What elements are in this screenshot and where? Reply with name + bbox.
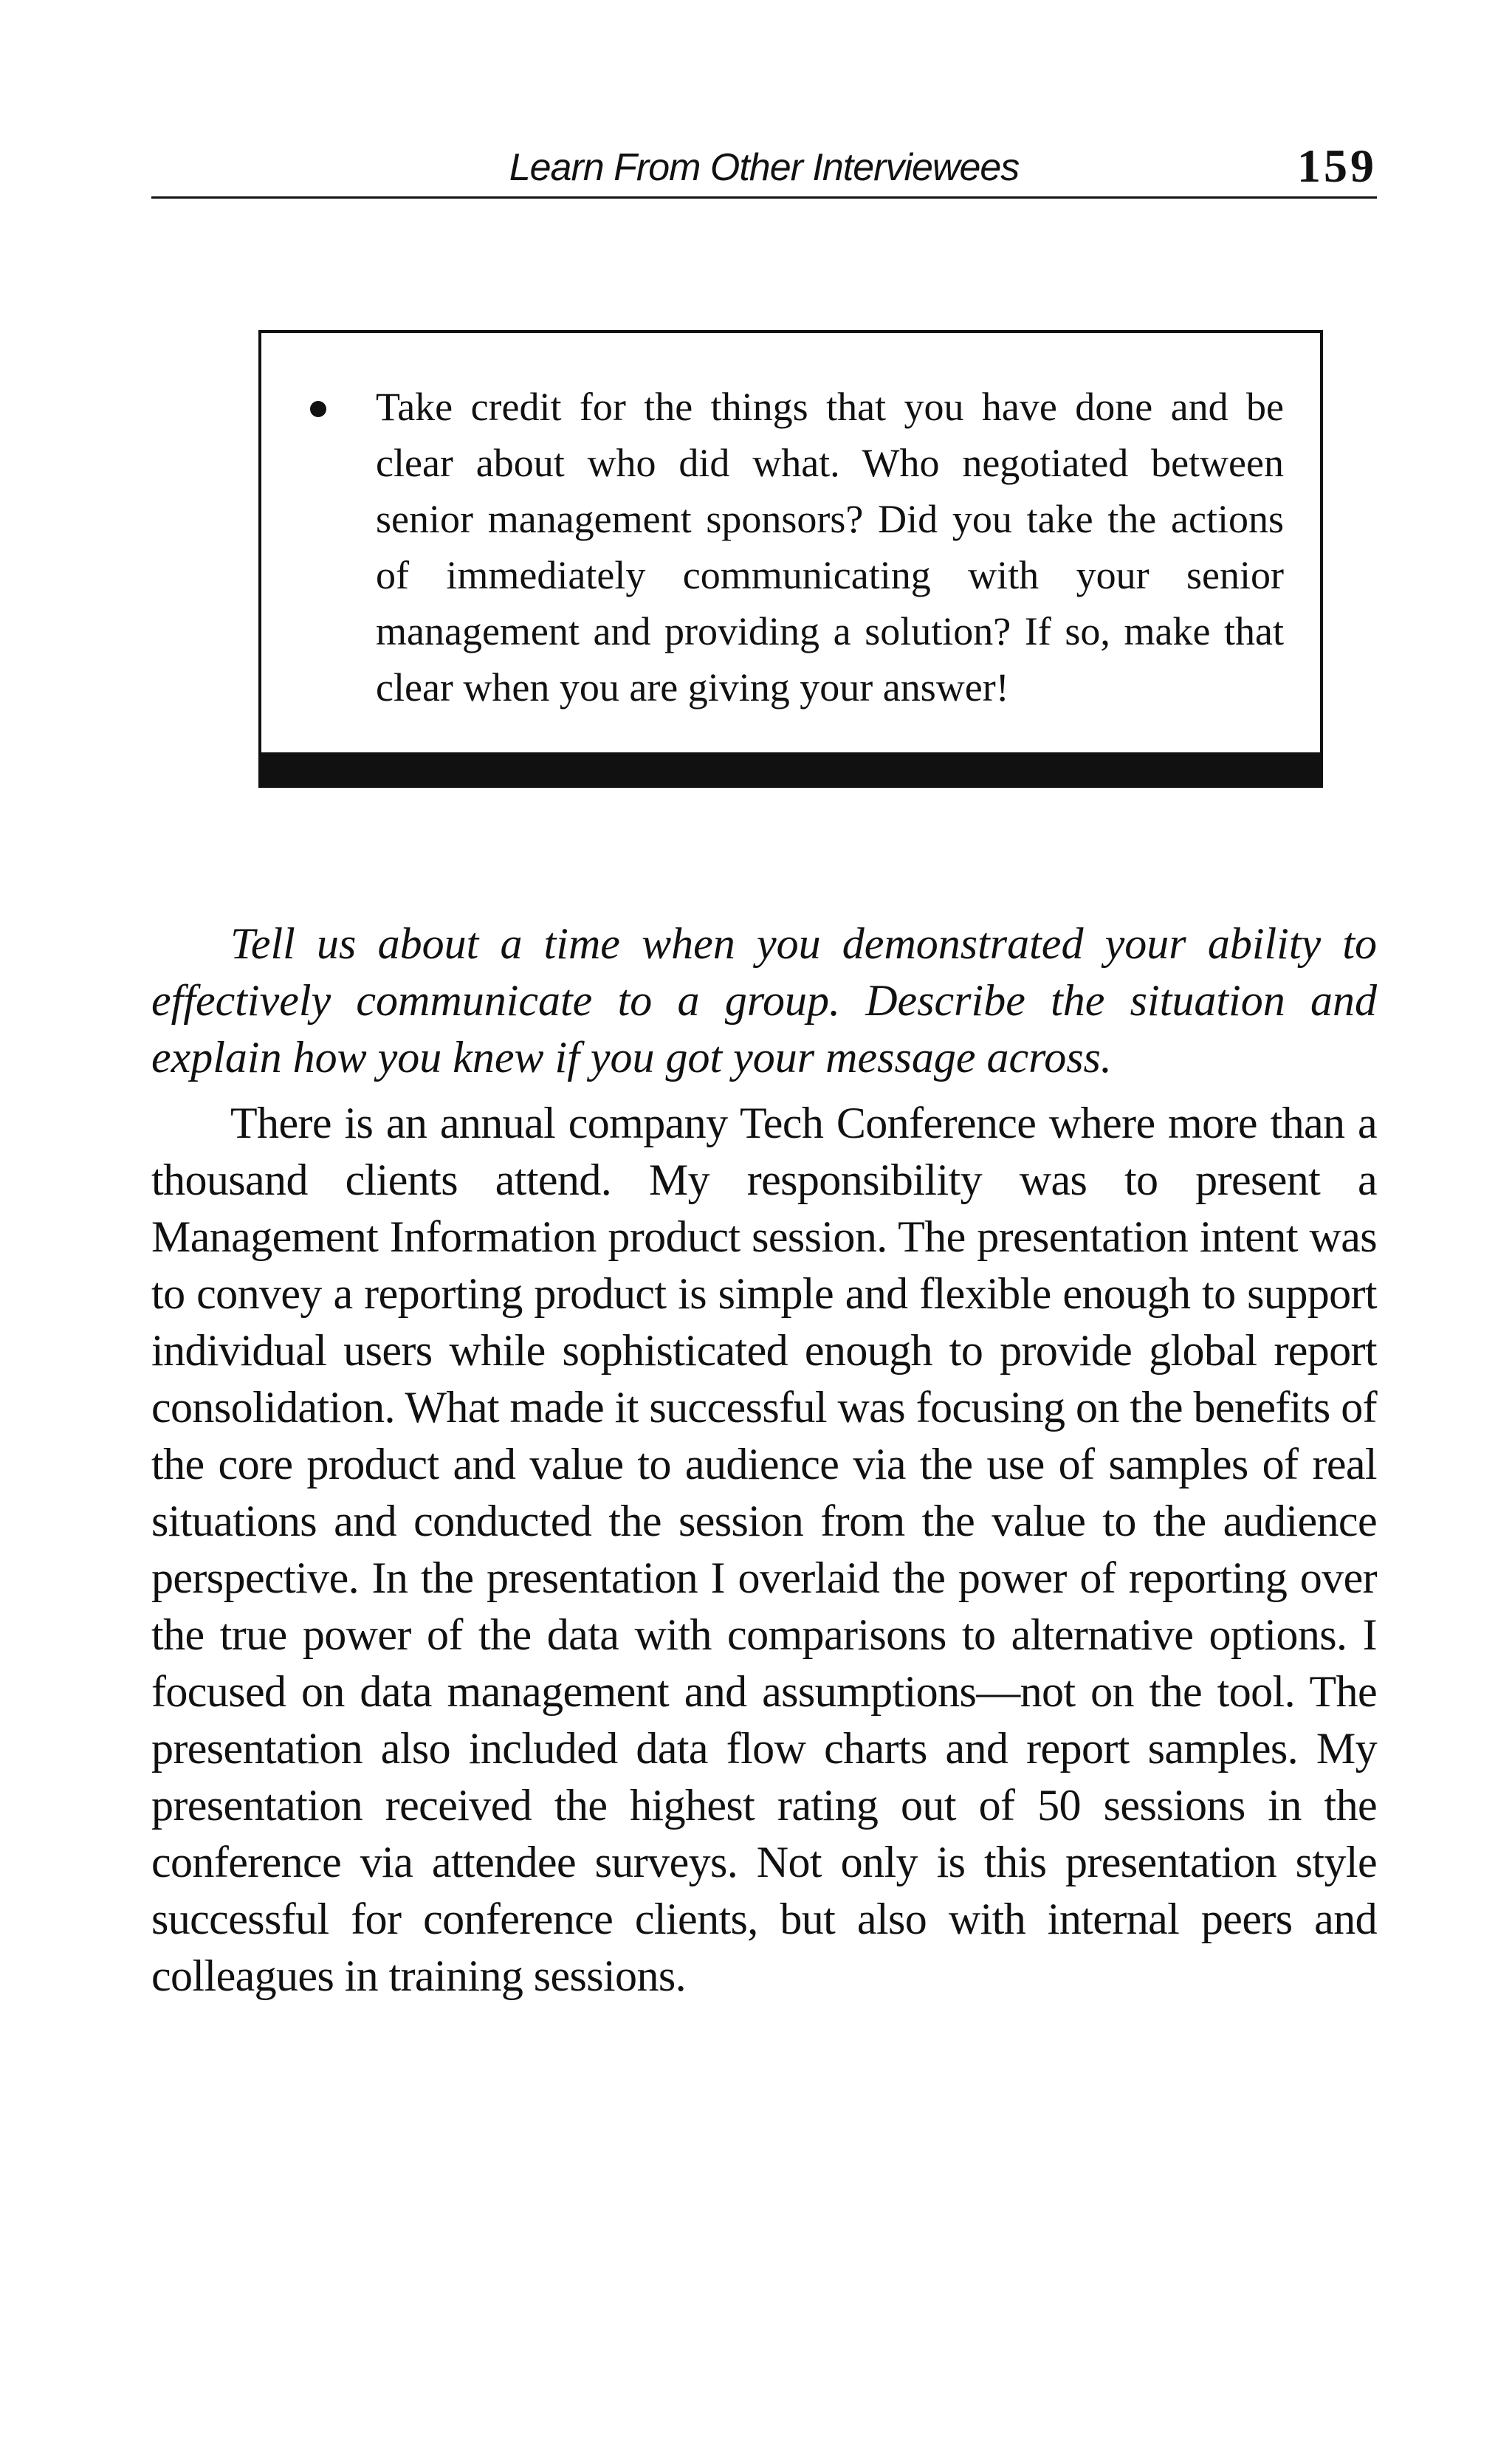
tip-box [258, 330, 1323, 788]
page-header [151, 140, 1377, 199]
tip-box-bottom-bar [261, 752, 1320, 785]
running-head-title: Learn From Other Interviewees [509, 146, 1020, 189]
interview-answer: There is an annual company Tech Conference where more than a thousand clients attend. My responsibility was to present a Management Information product session. The presentation intent was to convey a reporting product is simple and flexible enough to support individual users while sophisticated enough to provide global report consolidation. What made it successful was focusing on the benefits of the core product and value to audience via the use of samples of real situations and conducted the session from the value to the audience perspective. In the presentation I overlaid the power of reporting over the true power of the data with comparisons to alternative options. I focused on data management and assumptions—not on the tool. The presentation also included data flow charts and report samples. My presentation received the highest rating out of 50 sessions in the conference via attendee surveys. Not only is this presentation style successful for conference clients, but also with internal peers and colleagues in training sessions. [151, 1099, 1377, 2000]
page-number: 159 [1297, 140, 1377, 192]
interview-question: Tell us about a time when you demonstrated your ability to effectively communicate to a group. Describe the situation and explain how you knew if you got your message across. [151, 919, 1377, 1082]
bullet-dot-icon [310, 401, 326, 417]
tip-bullet-text: Take credit for the things that you have done and be clear about who did what. Who negotiated between senior management sponsors? Did you take the actions of immediately communicating with your senior management and providing a solution? If so, make that clear when you are giving your answer! [376, 385, 1284, 710]
